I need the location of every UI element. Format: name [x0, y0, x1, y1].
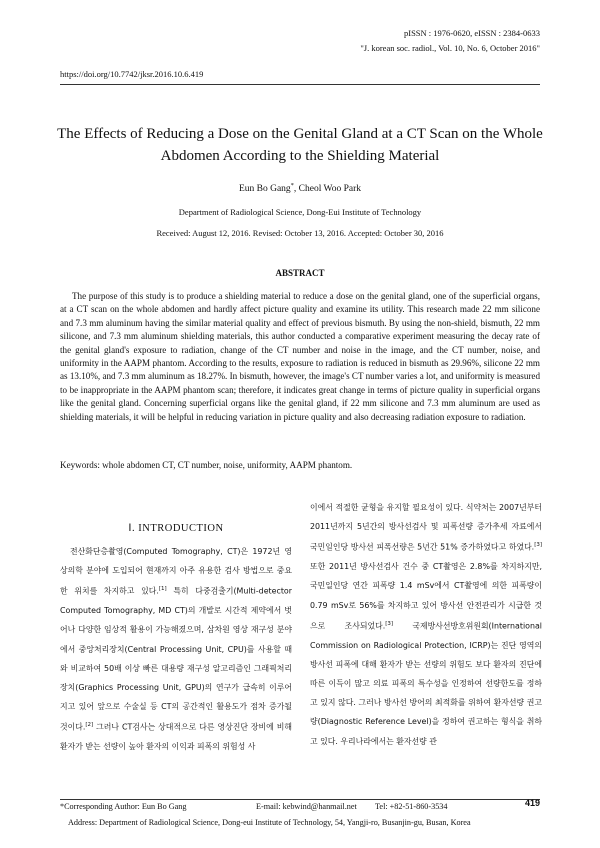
title-line-1: The Effects of Reducing a Dose on the Genital Gland at a CT Scan on the Whole [57, 126, 543, 142]
author-list [0, 182, 600, 194]
body-text: 이에서 적절한 균형을 유지할 필요성이 있다. 식약처는 2007년부터 2011년까지 5년간의 방사선검사 및 피폭선량 증가추세 자료에서 국민일인당 방사선 피폭선량은 5년간 51% 증가하였다고 하였다. [310, 503, 542, 553]
journal-header [360, 26, 540, 56]
corresponding-mark: * [290, 182, 294, 189]
body-paragraph [310, 498, 542, 751]
issn-line: pISSN : 1976-0620, eISSN : 2384-0633 [403, 28, 540, 38]
body-paragraph [60, 542, 292, 756]
body-text: 또한 2011년 방사선검사 건수 중 CT촬영은 2.8%를 차지하지만, 국민일인당 연간 피폭량 1.4 mSv에서 CT촬영에 의한 피폭량이 0.79 mSv로 56%를 차지하고 있어 방사선 안전관리가 시급한 것으로 조사되었다. [310, 562, 542, 631]
footer-divider [60, 799, 540, 800]
body-column-right [310, 498, 542, 751]
footer-contact [60, 798, 540, 811]
abstract-text: The purpose of this study is to produce a shielding material to reduce a dose on the genital gland, one of the superficial organs, at a CT scan on the whole abdomen and hardly affect picture quality and examine its utility. This research made 22 mm silicone and 7.3 mm aluminum having the similar material quality and effect of previous bismuth. By using the non-shield, bismuth, 22 mm silicone, and 7.3 mm aluminum shielding materials, this author conducted a comparative experiment measuring the decay rate of the genital gland's exposure to radiation, change of the CT number and noise in the image, and the CT number, noise, and uniformity in the AAPM phantom. According to the results, exposure to radiation is reduced in bismuth as 29.96%, silicone 22 mm as 13.10%, and 7.3 mm aluminum as 18.27%. In bismuth, however, the image's CT number varies a lot, and uniformity is measured to be inappropriate in the AAPM phantom scan; therefore, it indicates great change in terms of picture quality in superficial organs like the genital gland. Concerning superficial organs like the genital gland, if 22 mm silicone and 7.3 mm aluminum are used as shielding materials, it will be helpful in reducing variation in picture quality and also decreasing radiation exposure to radiation. [60, 291, 540, 422]
body-text: 그러나 CT검사는 상대적으로 다른 영상진단 장비에 비해 환자가 받는 선량이 높아 환자의 이익과 피폭의 위험성 사 [60, 723, 292, 752]
title-line-2: Abdomen According to the Shielding Material [160, 148, 440, 164]
author-phone: Tel: +82-51-860-3534 [375, 802, 448, 811]
paper-title [40, 123, 560, 167]
body-text: 특히 다중검출기(Multi-detector Computed Tomography, MD CT)의 개발로 시간적 제약에서 벗어나 다양한 임상적 활용이 가능해졌으며, 삼차원 영상 재구성 분야에서 중앙처리장치(Central Processing Unit, CPU)를 사용할 때와 비교하여 50배 이상 빠른 대용량 재구성 알고리즘인 그래픽처리장치(Graphics Processing Unit, GPU)의 연구가 급속히 이루어지고 있어 앞으로 수술실 등 CT의 공간적인 활용도가 점차 증가될 것이다. [60, 587, 293, 733]
abstract-heading: ABSTRACT [275, 268, 325, 278]
author-address: Address: Department of Radiological Science, Dong-eui Institute of Technology, 54, Yangji-ro, Busanjin-gu, Busan, Korea [68, 818, 471, 827]
body-text: 전산화단층촬영(Computed Tomography, CT)은 1972년 영상의학 분야에 도입되어 현재까지 아주 유용한 검사 방법으로 중요한 위치를 차지하고 있다. [60, 547, 292, 597]
journal-citation: "J. korean soc. radiol., Vol. 10, No. 6, October 2016" [360, 43, 540, 53]
header-divider [60, 84, 540, 85]
body-column-left [60, 500, 292, 756]
submission-dates: Received: August 12, 2016. Revised: October 13, 2016. Accepted: October 30, 2016 [156, 228, 444, 238]
citation-ref[interactable]: [3] [534, 542, 542, 549]
page-number: 419 [524, 798, 540, 808]
citation-ref[interactable]: [1] [158, 586, 167, 593]
citation-ref[interactable]: [3] [385, 620, 393, 627]
doi-link[interactable]: https://doi.org/10.7742/jksr.2016.10.6.419 [60, 69, 204, 79]
citation-ref[interactable]: [2] [85, 722, 94, 729]
body-text: 국제방사선방호위원회(International Commission on Radiological Protection, ICRP)는 진단 영역의 방사선 피폭에 대해 환자가 받는 선량의 위험도 보다 환자의 진단에 따른 이득이 많고 의료 피폭의 특수성을 인정하여 선량한도를 정하고 있지 않다. 그러나 방사선 방어의 최적화를 위하여 환자선량 권고량(Diagnostic Reference Level)을 정하여 권고하는 형식을 취하고 있다. 우리나라에서는 환자선량 관 [310, 621, 542, 746]
affiliation: Department of Radiological Science, Dong-Eui Institute of Technology [178, 207, 422, 217]
author-email[interactable]: E-mail: kebwind@hanmail.net [256, 802, 357, 811]
keywords: Keywords: whole abdomen CT, CT number, noise, uniformity, AAPM phantom. [60, 460, 353, 470]
section-heading-introduction: Ⅰ. INTRODUCTION [128, 523, 224, 534]
author-2: , Cheol Woo Park [293, 184, 362, 195]
author-1: Eun Bo Gang [238, 184, 291, 195]
corresponding-author: *Corresponding Author: Eun Bo Gang [60, 802, 187, 811]
